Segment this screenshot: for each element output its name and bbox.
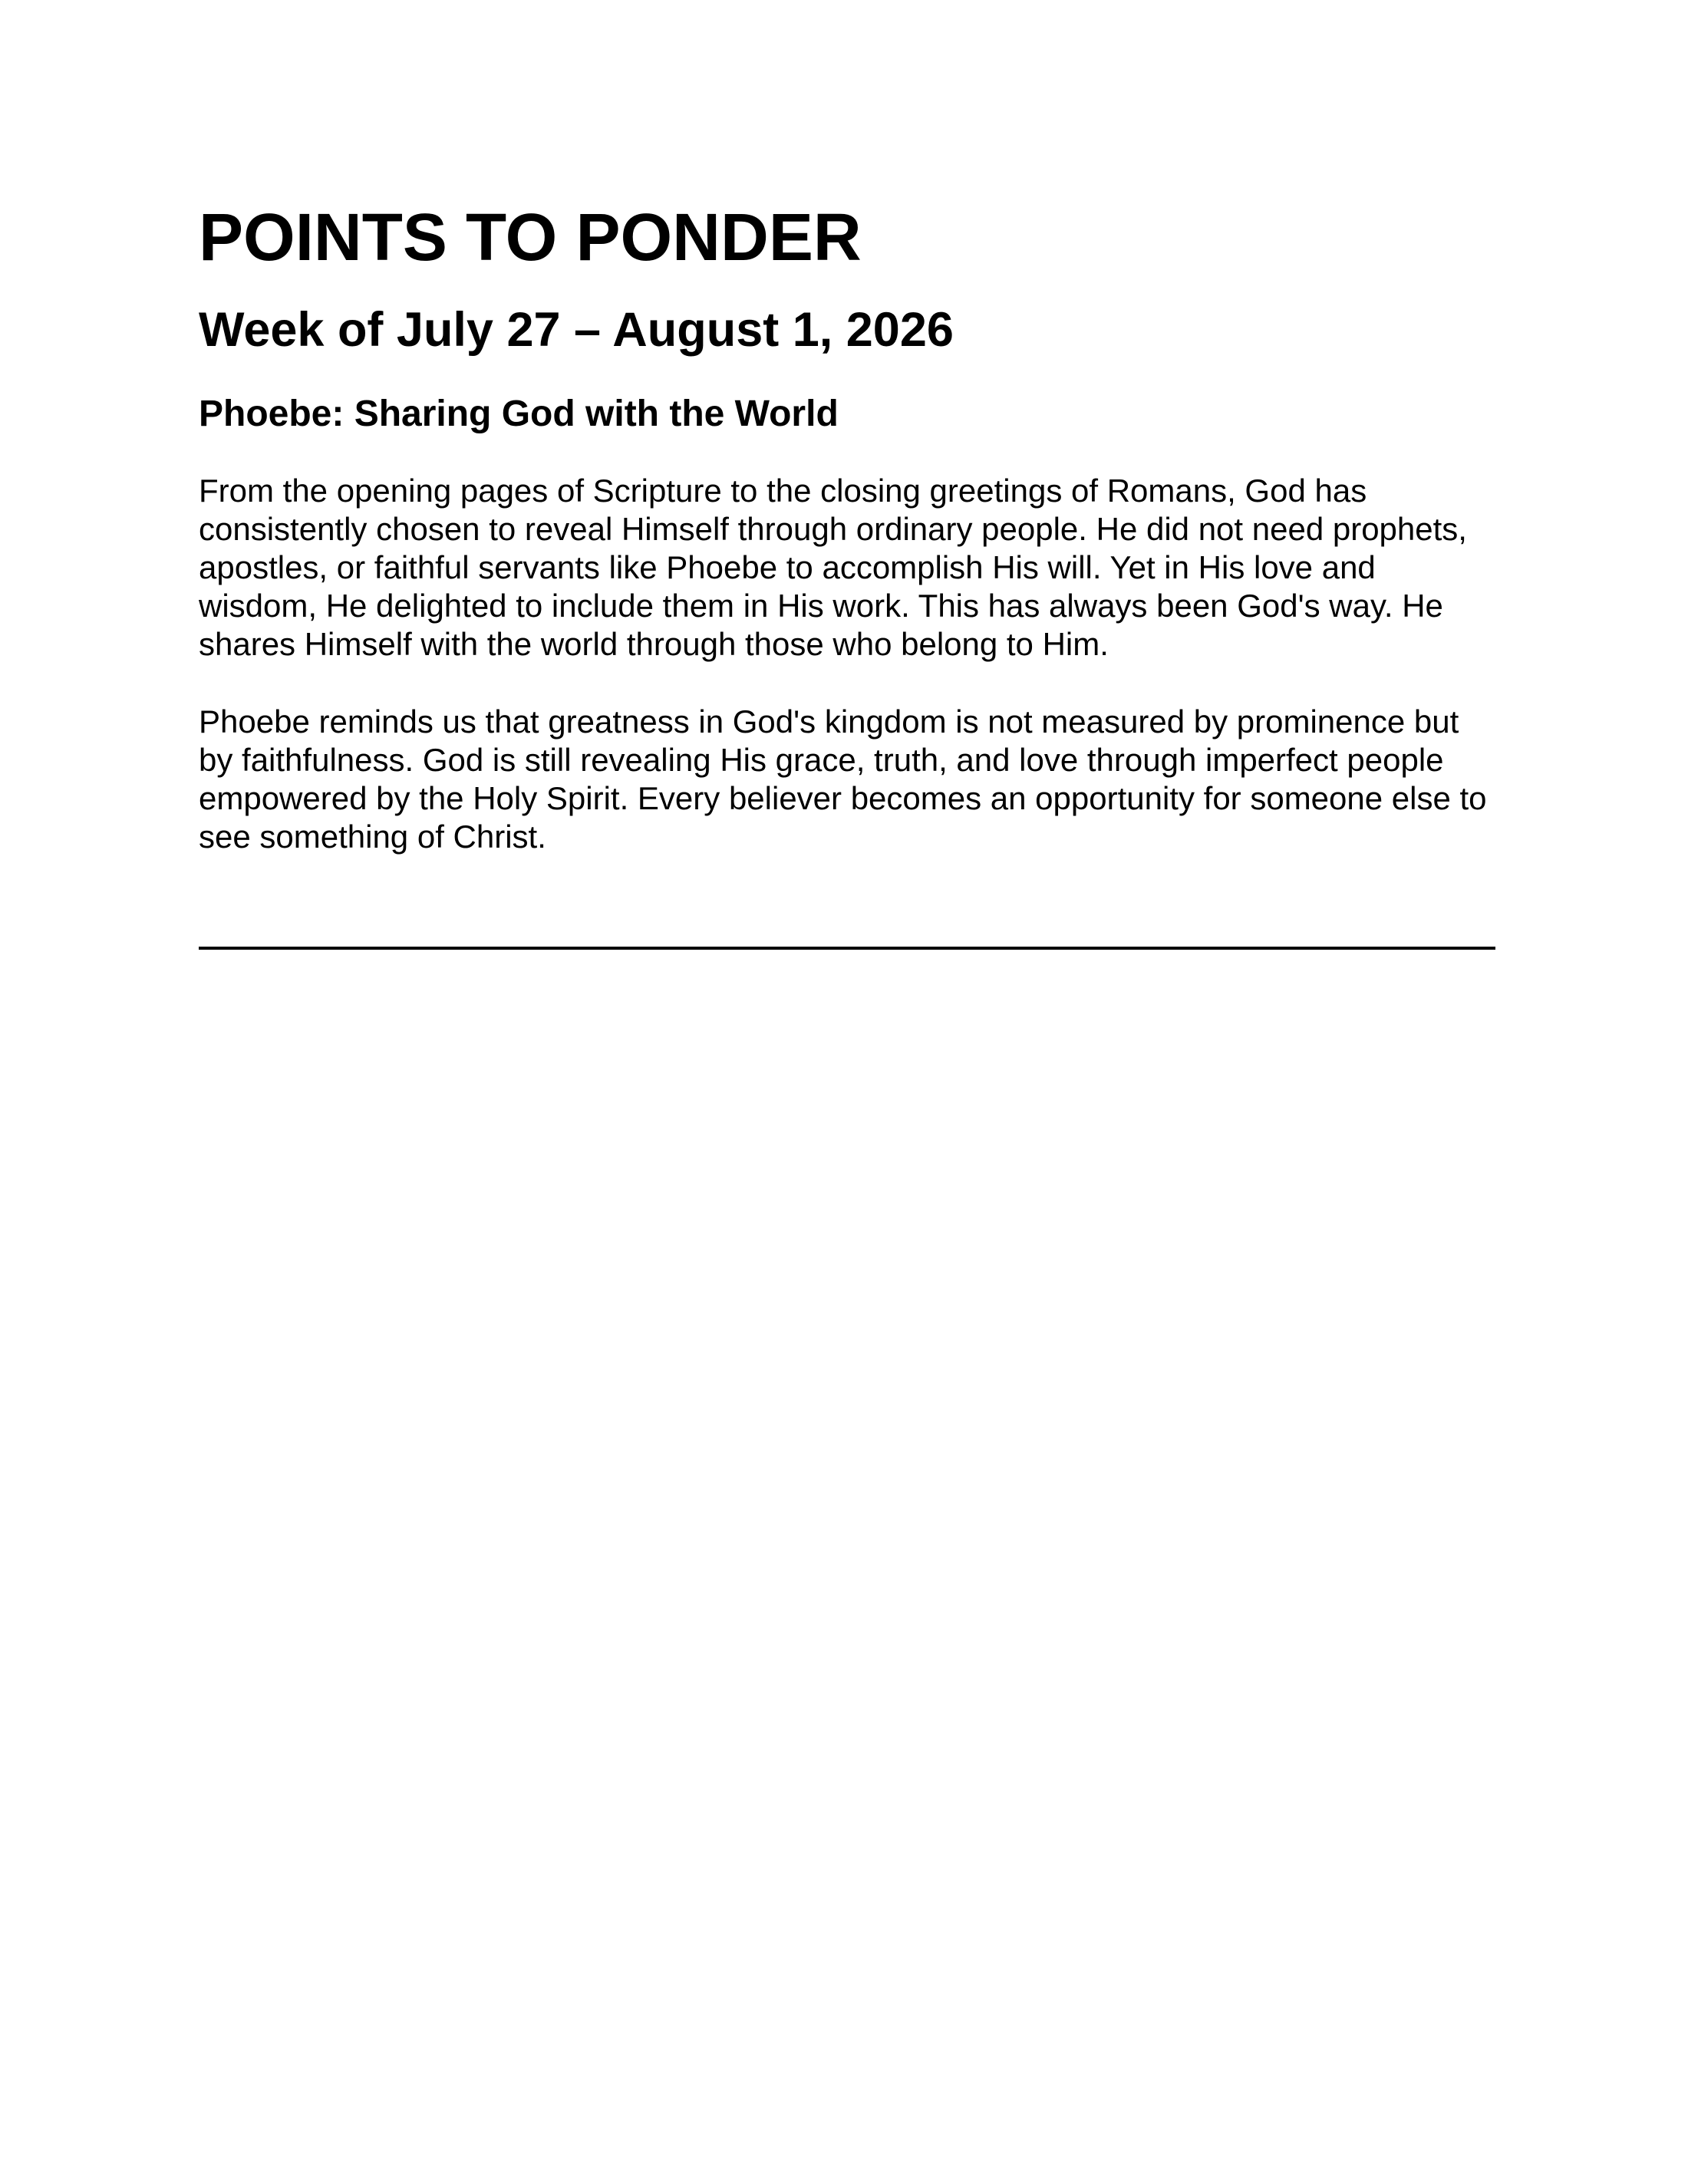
body-paragraph-1: From the opening pages of Scripture to the closing greetings of Romans, God has consistently chosen to reveal Himself through ordinary people. He did not need prophets, apostles, or faithful servants like Phoebe to accomplish His will. Yet in His love and wisdom, He delighted to include them in His work. This has always been God's way. He shares Himself with the world through those who belong to Him. xyxy=(199,473,1467,662)
document-page xyxy=(199,199,1494,856)
section-subtitle: Phoebe: Sharing God with the World xyxy=(199,394,839,434)
week-heading: Week of July 27 – August 1, 2026 xyxy=(199,303,954,357)
body-paragraph-2: Phoebe reminds us that greatness in God's kingdom is not measured by prominence but by faithfulness. God is still revealing His grace, truth, and love through imperfect people empowered by the Holy Spirit. Every believer becomes an opportunity for someone else to see something of Christ. xyxy=(199,703,1487,855)
page-title: POINTS TO PONDER xyxy=(199,200,862,275)
horizontal-divider xyxy=(199,947,1495,950)
